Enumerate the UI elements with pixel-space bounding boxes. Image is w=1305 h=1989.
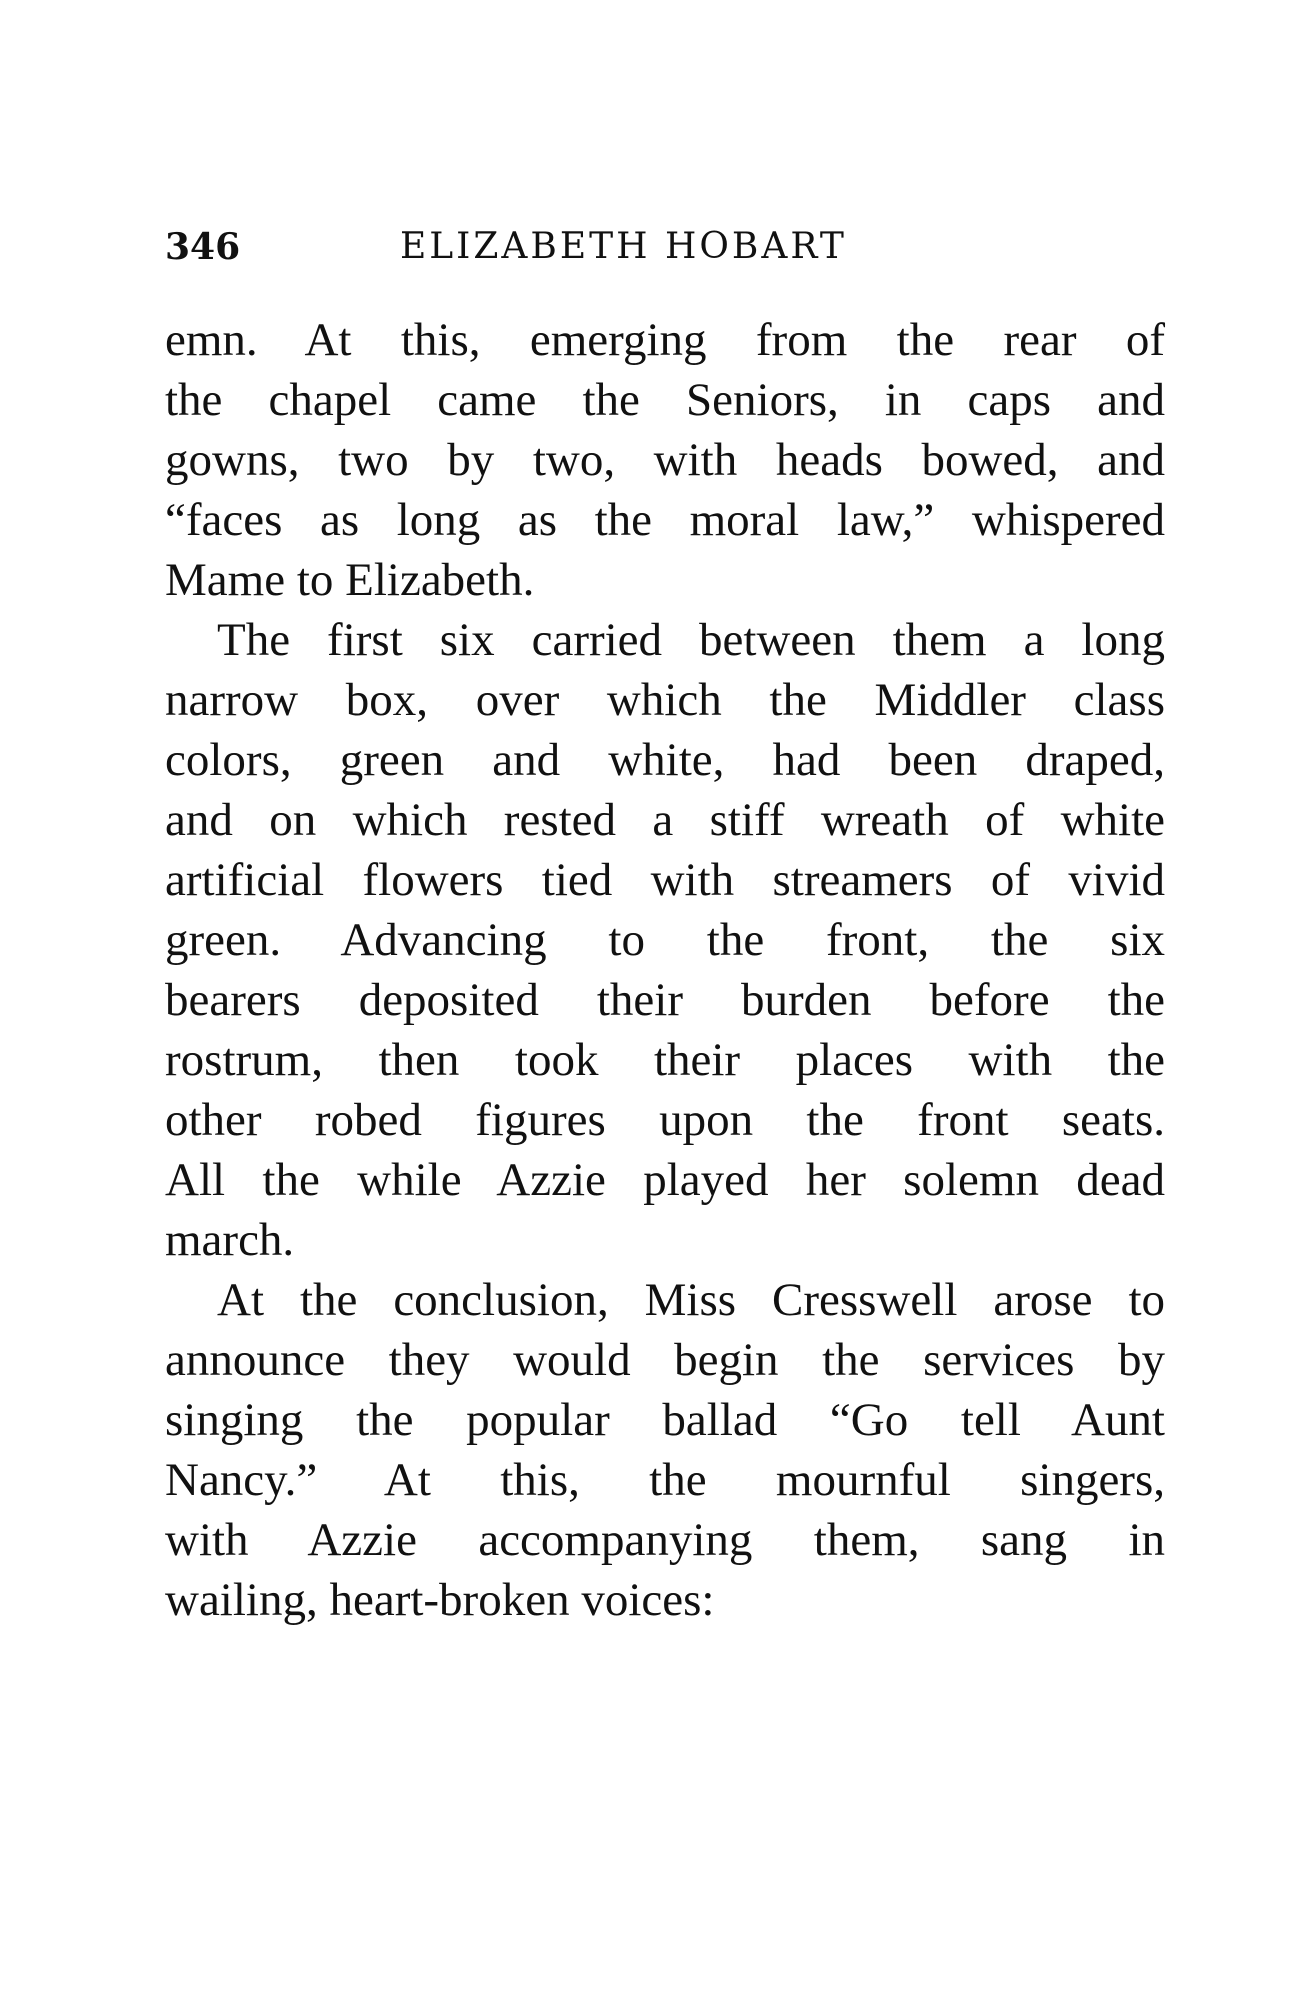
text-line: with Azzie accompanying them, sang in [165, 1514, 1165, 1566]
text-line: bearers deposited their burden before the [165, 974, 1165, 1026]
text-line: march. [165, 1214, 295, 1266]
paragraph [165, 610, 1165, 1270]
text-line: other robed figures upon the front seats. [165, 1094, 1165, 1146]
text-line: Mame to Elizabeth. [165, 554, 535, 606]
text-line: the chapel came the Seniors, in caps and [165, 374, 1165, 426]
paragraph [165, 1270, 1165, 1630]
text-line: announce they would begin the services by [165, 1334, 1165, 1386]
text-line: Nancy.” At this, the mournful singers, [165, 1454, 1165, 1506]
text-line: narrow box, over which the Middler class [165, 674, 1165, 726]
text-line: wailing, heart-broken voices: [165, 1574, 715, 1626]
paragraph [165, 310, 1165, 610]
text-line: The first six carried between them a long [217, 614, 1165, 666]
text-line: At the conclusion, Miss Cresswell arose to [217, 1274, 1165, 1326]
page-header [165, 226, 1165, 286]
text-line: All the while Azzie played her solemn dead [165, 1154, 1165, 1206]
text-line: singing the popular ballad “Go tell Aunt [165, 1394, 1165, 1446]
body-text [165, 310, 1165, 1630]
text-line: gowns, two by two, with heads bowed, and [165, 434, 1165, 486]
text-line: “faces as long as the moral law,” whispered [165, 494, 1165, 546]
text-line: and on which rested a stiff wreath of white [165, 794, 1165, 846]
text-line: rostrum, then took their places with the [165, 1034, 1165, 1086]
text-line: emn. At this, emerging from the rear of [165, 314, 1165, 366]
text-line: colors, green and white, had been draped, [165, 734, 1165, 786]
text-line: green. Advancing to the front, the six [165, 914, 1165, 966]
page-number: 346 [165, 226, 241, 268]
text-line: artificial flowers tied with streamers of vivid [165, 854, 1165, 906]
running-title: ELIZABETH HOBART [400, 226, 847, 267]
